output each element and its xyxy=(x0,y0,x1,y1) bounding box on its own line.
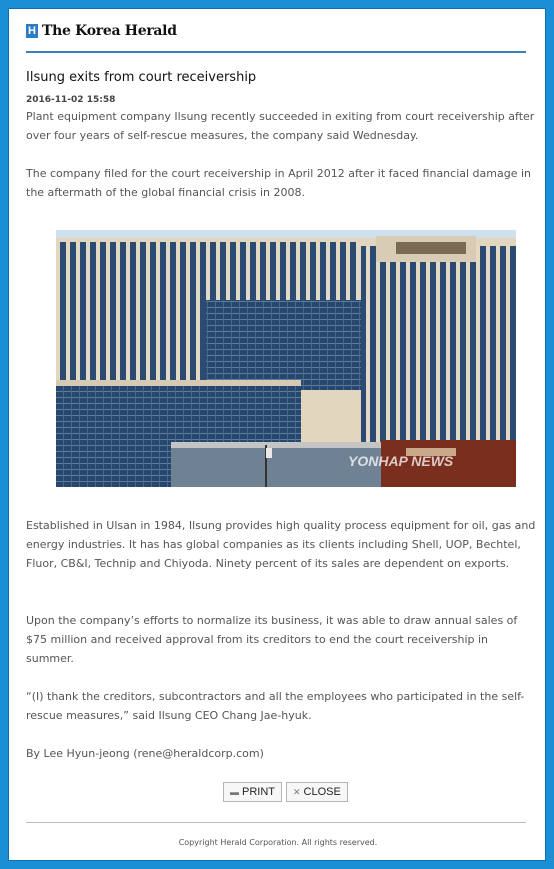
building-photo-illustration xyxy=(56,230,516,487)
article-print-frame xyxy=(8,8,546,861)
masthead-logo-text: The Korea Herald xyxy=(42,23,177,39)
footer-divider xyxy=(26,822,526,823)
article-paragraph-4: Upon the company’s efforts to normalize its business, it was able to draw annual sales of $75 million and received approval from its creditors to end the court receivership in summer. xyxy=(26,614,518,665)
article-paragraph-3: Established in Ulsan in 1984, Ilsung provides high quality process equipment for oil, gas and energy industries. It has has global companies as its clients including Shell, UOP, Bechtel, Fluor, CB&I, Technip and Chiyoda. Ninety percent of its sales are dependent on exports. xyxy=(26,519,536,570)
close-icon: ✕ xyxy=(293,786,301,797)
copyright-text: Copyright Herald Corporation. All rights reserved. xyxy=(178,838,378,847)
photo-watermark: YONHAP NEWS xyxy=(348,453,454,469)
article-paragraph-1: Plant equipment company Ilsung recently succeeded in exiting from court receivership after over four years of self-rescue measures, the company said Wednesday. xyxy=(26,110,535,142)
close-button[interactable] xyxy=(286,782,348,802)
article-photo xyxy=(56,230,516,487)
printer-icon: ▬ xyxy=(230,787,239,797)
article-date: 2016-11-02 15:58 xyxy=(26,95,116,105)
print-button[interactable] xyxy=(223,782,282,802)
article-byline: By Lee Hyun-jeong (rene@heraldcorp.com) xyxy=(26,747,264,760)
article-title: Ilsung exits from court receivership xyxy=(26,70,257,85)
herald-logo-icon: H xyxy=(26,24,38,38)
masthead xyxy=(26,23,177,39)
close-button-label: CLOSE xyxy=(303,786,341,798)
masthead-divider xyxy=(26,51,526,53)
print-button-label: PRINT xyxy=(242,786,275,798)
article-paragraph-2: The company filed for the court receivership in April 2012 after it faced financial damage in the aftermath of the global financial crisis in 2008. xyxy=(26,167,532,199)
action-buttons xyxy=(223,782,348,802)
article-paragraph-5: “(I) thank the creditors, subcontractors and all the employees who participated in the self-rescue measures,” said Ilsung CEO Chang Jae-hyuk. xyxy=(26,690,525,722)
